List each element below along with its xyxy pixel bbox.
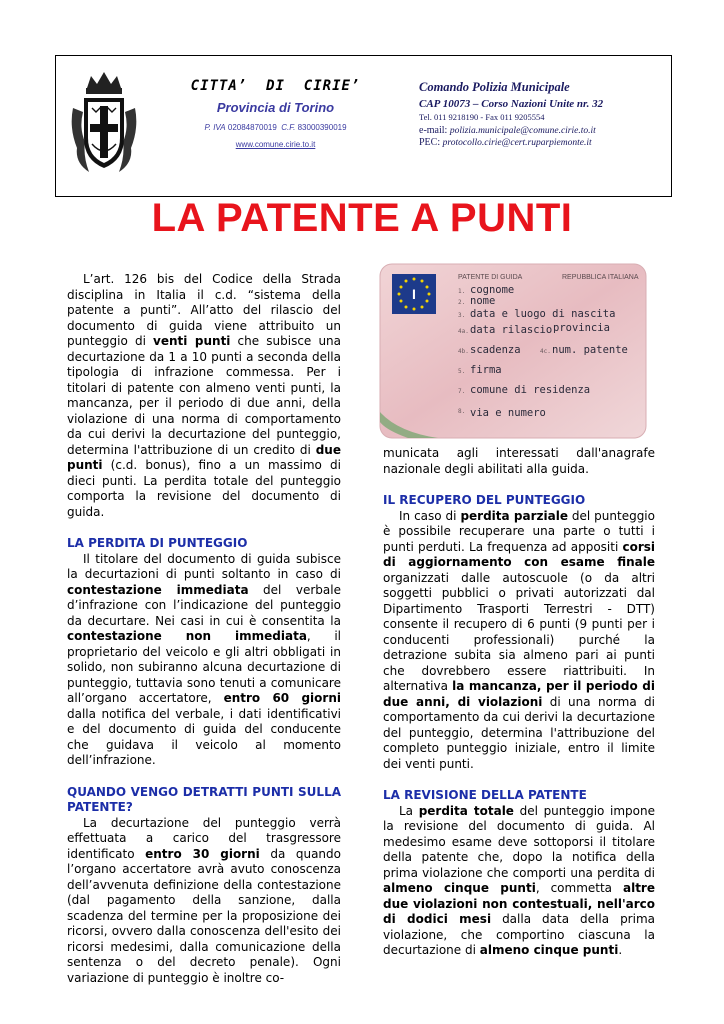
fiscal-codes: P. IVA 02084870019 C.F. 83000390019	[204, 123, 347, 132]
address: CAP 10073 – Corso Nazioni Unite nr. 32	[419, 98, 604, 110]
recovery-paragraph: In caso di perdita parziale del punteggio è possibile recuperare una parte o tutti i punti perduti. La frequenza ad appositi corsi di aggiornamento con esame finale organizzati dalle autoscuole (o da altri soggetti pubblici o privati autorizzati dal Dipartimento Trasporti Terrestri - DTT) consente il recupero di 6 punti (9 punti per i conducenti professionali) purché la detrazione subita sia almeno pari ai punti che dovrebbero essere riattribuiti. In alternativa la mancanza, per il periodo di due anni, di violazioni di una norma di comportamento da cui derivi la decurtazione del punteggio, determina l'attribuzione del completo punteggio iniziale, entro il limite dei venti punti.	[383, 508, 656, 771]
svg-text:via e numero: via e numero	[470, 407, 546, 419]
svg-text:data e luogo di nascita: data e luogo di nascita	[470, 308, 616, 320]
pec-link[interactable]: protocollo.cirie@cert.ruparpiemonte.it	[442, 138, 592, 148]
left-column	[67, 272, 341, 986]
section-heading-recovery: IL RECUPERO DEL PUNTEGGIO	[383, 493, 586, 507]
revision-paragraph: La perdita totale del punteggio impone la revisione del documento di guida. Al medesimo esame deve sottoporsi il titolare della patente che, dopo la notifica della prima violazione che comporti una perdita di almeno cinque punti, commetta altre due violazioni non contestuali, nell'arco di dodici mesi dalla data della prima violazione, che comportino ciascuna la decurtazione di almeno cinque punti.	[383, 803, 656, 957]
email-link[interactable]: polizia.municipale@comune.cirie.to.it	[449, 126, 596, 136]
letterhead	[55, 55, 672, 197]
police-contact-block	[419, 80, 669, 148]
svg-text:scadenza: scadenza	[470, 344, 521, 356]
when-paragraph: La decurtazione del punteggio verrà effettuata a carico del trasgressore identificato entro 30 giorni da quando l’organo accertatore avrà avuto conoscenza dell’avvenuta definizione della contestazione (dal pagamento della sanzione, dalla scadenza del termine per la proposizione dei ricorsi, ovvero dalla conoscenza dell'esito dei ricorsi medesimi, dalla comunicazione della sentenza o del decreto penale). Ogni variazione di punteggio è inoltre co-	[67, 815, 341, 985]
svg-text:data rilascio: data rilascio	[470, 324, 553, 336]
right-column	[383, 446, 655, 959]
svg-text:4c.: 4c.	[540, 348, 551, 355]
pec-line: PEC: protocollo.cirie@cert.ruparpiemonte.it	[419, 137, 592, 148]
svg-text:4a.: 4a.	[458, 328, 469, 335]
province-name: Provincia di Torino	[216, 100, 335, 115]
svg-text:I: I	[412, 286, 416, 302]
svg-text:provincia: provincia	[553, 322, 610, 334]
page-title: LA PATENTE A PUNTI	[151, 196, 573, 240]
loss-paragraph: Il titolare del documento di guida subisce la decurtazioni di punti soltanto in caso di contestazione immediata del verbale d’infrazione con l’indicazione del punteggio da decurtare. Nei casi in cui è consentita la contestazione non immediata, il proprietario del veicolo e gli altri obbligati in solido, non subiranno alcuna decurtazione di punteggio, tuttavia sono tenuti a comunicare all’organo accertatore, entro 60 giorni dalla notifica del verbale, i dati identificativi e del documento di guida del conducente che guidava il veicolo al momento dell’infrazione.	[67, 551, 341, 767]
section-heading-loss: LA PERDITA DI PUNTEGGIO	[67, 536, 248, 550]
svg-text:5.: 5.	[458, 368, 466, 375]
svg-text:comune di residenza: comune di residenza	[470, 384, 591, 396]
svg-text:8.: 8.	[458, 408, 466, 415]
email-line: e-mail: polizia.municipale@comune.cirie.to.it	[419, 125, 596, 136]
coat-of-arms-icon	[69, 68, 139, 178]
svg-text:num. patente: num. patente	[552, 344, 628, 356]
phone-fax: Tel. 011 9218190 - Fax 011 9205554	[419, 112, 545, 122]
driving-licence-image	[378, 262, 648, 440]
command-name: Comando Polizia Municipale	[419, 80, 570, 94]
section-heading-revision: LA REVISIONE DELLA PATENTE	[383, 788, 587, 802]
website-link[interactable]: www.comune.cirie.to.it	[235, 140, 316, 149]
svg-text:3.: 3.	[458, 312, 466, 319]
city-name: CITTA’ DI CIRIE’	[190, 78, 361, 94]
svg-text:1.: 1.	[458, 288, 466, 295]
section-heading-when: QUANDO VENGO DETRATTI PUNTI SULLA PATENTE?	[67, 784, 341, 814]
svg-text:2.: 2.	[458, 299, 466, 306]
svg-text:4b.: 4b.	[458, 348, 469, 355]
svg-text:nome: nome	[470, 295, 496, 307]
svg-text:REPUBBLICA ITALIANA: REPUBBLICA ITALIANA	[562, 274, 639, 281]
municipality-block	[163, 78, 388, 149]
svg-text:7.: 7.	[458, 388, 466, 395]
svg-text:PATENTE DI GUIDA: PATENTE DI GUIDA	[458, 274, 523, 281]
svg-text:cognome: cognome	[470, 284, 515, 296]
continuation-paragraph: municata agli interessati dall'anagrafe nazionale degli abilitati alla guida.	[383, 446, 655, 476]
intro-paragraph: L’art. 126 bis del Codice della Strada disciplina in Italia il c.d. “sistema della patente a punti”. All’atto del rilascio del documento di guida viene attribuito un punteggio di venti punti che subisce una decurtazione da 1 a 10 punti a seconda della tipologia di infrazione commessa. Per i titolari di patente con almeno venti punti, la mancanza, per il periodo di due anni, della violazione di una norma di comportamento da cui derivi la decurtazione del punteggio, determina l'attribuzione di un credito di due punti (c.d. bonus), fino a un massimo di dieci punti. La perdita totale del punteggio comporta la revisione del documento di guida.	[67, 272, 342, 519]
svg-text:firma: firma	[470, 364, 502, 376]
